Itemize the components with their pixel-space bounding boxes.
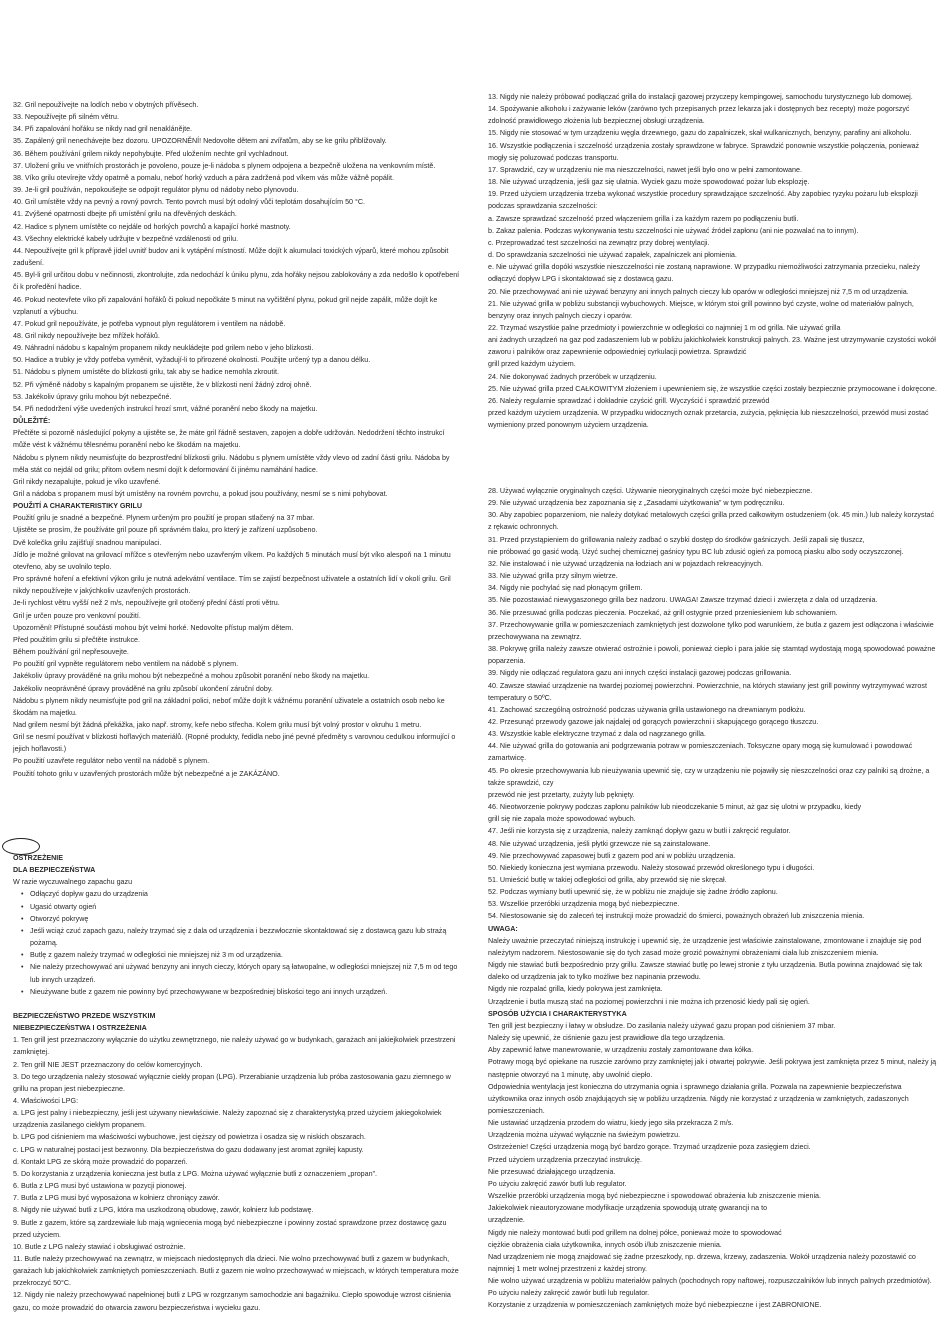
section-heading: BEZPIECZEŃSTWO PRZEDE WSZYSTKIM [13,1011,156,1020]
paragraph: Gril a nádoba s propanem musí být umístěny na rovném povrchu, a pokud jsou používány, nesmí se s nimi pohybovat. [13,490,388,498]
paragraph: 47. Jeśli nie korzysta się z urządzenia, należy zamknąć dopływ gazu w butli i zakręcić regulator. [488,827,791,836]
paragraph: 25. Nie używać grilla przed CAŁKOWITYM złożeniem i upewnieniem się, że wszystkie części zostały bezpiecznie przymocowane i dokręcone. [488,384,937,393]
paragraph: 49. Náhradní nádobu s kapalným propanem nikdy neukládejte pod grilem nebo v jeho blízkosti. [13,344,314,353]
paragraph: 49. Nie przechowywać zapasowej butli z gazem pod ani w pobliżu urządzenia. [488,851,736,860]
paragraph: urządzenie. [488,1216,525,1225]
section-heading: OSTRZEŻENIE [13,854,63,862]
paragraph: Gril nikdy nezapalujte, pokud je víko uzavřené. [13,477,161,486]
paragraph: Odpowiednia wentylacja jest konieczna do utrzymania ognia i sprawnego działania grilla. Pozwala na zapewnienie bezpieczeństwa użytkownika oraz innych osób znajdujących się w pobliżu urządzenia. Nigdy nie korzystać z urządzenia w zamkniętych, zadaszonych pomieszczeniach. [488,1082,909,1115]
paragraph: 54. Při nedodržení výše uvedených instrukcí hrozí smrt, vážné poranění nebo škody na majetku. [13,404,318,413]
paragraph: 44. Nepoužívejte gril k přípravě jídel uvnitř budov ani k vytápění místností. Může dojít k akumulaci toxických výparů, které mohou způsobit zadušení. [13,246,449,268]
paragraph: 50. Niekiedy konieczna jest wymiana przewodu. Należy stosować przewód określonego typu i długości. [488,863,815,872]
paragraph: Urządzenie i butla muszą stać na poziomej powierzchni i nie można ich przenosić kiedy pali się ogień. [488,997,810,1006]
paragraph: e. Nie używać grilla dopóki wszystkie nieszczelności nie zostaną naprawione. W przypadku niemożliwości zatrzymania przecieku, należy odłączyć dopływ LPG i skontaktować się z dostawcą gazu. [488,263,920,284]
paragraph: Nie przesuwać działającego urządzenia. [488,1167,616,1176]
paragraph: 35. Nie pozostawiać niewygaszonego grilla bez nadzoru. UWAGA! Zawsze trzymać dzieci i zwierzęta z dala od urządzenia. [488,596,878,605]
paragraph: 15. Nigdy nie stosować w tym urządzeniu węgla drzewnego, gazu do zapalniczek, skał wulkanicznych, benzyny, parafiny ani alkoholu. [488,129,912,138]
paragraph: Potrawy mogą być opiekane na ruszcie zarówno przy zamkniętej jak i otwartej pokrywie. Jeśli pokrywa jest zamknięta przez 5 minut, należy ją następnie otworzyć na 1 minutę, aby uwolnić ciepło. [488,1058,937,1079]
section-heading: DŮLEŽITÉ: [13,417,51,426]
paragraph: 42. Przesunąć przewody gazowe jak najdalej od gorących powierzchni i skapującego gorącego tłuszczu. [488,717,819,726]
section-heading: NIEBEZPIECZEŃSTWA I OSTRZEŻENIA [13,1024,147,1033]
paragraph: Korzystanie z urządzenia w pomieszczeniach zamkniętych może być niebezpieczne i jest ZABRONIONE. [488,1301,822,1310]
paragraph: 48. Gril nikdy nepoužívejte bez mřížek hořáků. [13,331,160,340]
paragraph: Upozornění! Přístupné součásti mohou být velmi horké. Nedovolte přístup malým dětem. [13,623,294,632]
paragraph: c. Przeprowadzać test szczelności na zewnątrz przy dobrej wentylacji. [488,238,710,247]
paragraph: 9. Butle z gazem, które są zardzewiałe lub mają wgniecenia mogą być niebezpieczne i powinny zostać sprawdzone przez dostawcę gazu przed użyciem. [13,1218,447,1239]
paragraph: 7. Butla z LPG musi być wyposażona w kołnierz chroniący zawór. [13,1194,220,1203]
paragraph: 37. Przechowywanie grilla w pomieszczeniach zamkniętych jest dozwolone tylko pod warunkiem, że butla z gazem jest odłączona i właściwie przechowywana na zewnątrz. [488,620,934,641]
paragraph: Jakékoliv úpravy prováděné na grilu mohou být nebezpečné a mohou způsobit poranění nebo škody na majetku. [13,672,370,681]
paragraph: Ujistěte se prosím, že používáte gril pouze při správném tlaku, pro který je zařízení uzpůsobeno. [13,526,318,535]
paragraph: ani żadnych urządzeń na gaz pod zadaszeniem lub w pobliżu jakichkolwiek konstrukcji palnych. 23. Ważne jest utrzymywanie czystości wokół zaworu i palników oraz zapewnienie odpowiedniej cyrkulacji powietrza. Sprawdzić [488,336,936,357]
paragraph: Gril se nesmí používat v blízkosti hořlavých materiálů. (Ropné produkty, ředidla nebo jiné pevné předměty s varovnou cedulkou informující o jejich hořlavosti.) [13,733,456,754]
paragraph: 26. Należy regularnie sprawdzać i dokładnie czyścić grill. Wyczyścić i sprawdzić przewód [488,396,770,405]
paragraph: 34. Při zapalování hořáku se nikdy nad gril nenaklánějte. [13,125,193,134]
paragraph: 32. Gril nepoužívejte na lodích nebo v obytných přívěsech. [13,101,199,109]
paragraph: 53. Wszelkie przeróbki urządzenia mogą być niebezpieczne. [488,900,680,909]
polish-hazards-column-top [488,91,938,431]
paragraph: Použití tohoto grilu v uzavřených prostorách může být nebezpečné a je ZAKÁZÁNO. [13,769,280,778]
paragraph: 3. Do tego urządzenia należy stosować wyłącznie ciekły propan (LPG). Przerabianie urządzenia lub próba zastosowania gazu ziemnego w grillu na propan jest niebezpieczne. [13,1072,451,1093]
paragraph: 11. Butle należy przechowywać na zewnątrz, w miejscach niedostępnych dla dzieci. Nie wolno przechowywać butli z gazem w budynkach, garażach lub jakichkolwiek zamkniętych pomieszczeniach. Butli z gazem nie wolno przechowywać w miejscach, w których temperatura może przekroczyć 50°C. [13,1255,459,1288]
paragraph: Během používání gril nepřesouvejte. [13,648,129,657]
paragraph: Ostrzeżenie! Części urządzenia mogą być bardzo gorące. Trzymać urządzenie poza zasięgiem dzieci. [488,1143,811,1152]
paragraph: nie próbować go gasić wodą. Użyć suchej chemicznej gaśnicy typu BC lub zdusić ogień za pomocą piasku albo sody oczyszczonej. [488,547,904,556]
czech-safety-column [13,99,463,780]
paragraph: 37. Uložení grilu ve vnitřních prostorách je povoleno, pouze je-li nádoba s plynem odpojena a bezpečně uložena na venkovním místě. [13,161,436,170]
paragraph: 51. Nádobu s plynem umístěte do blízkosti grilu, tak aby se hadice nemohla zkroutit. [13,368,279,377]
paragraph: 46. Pokud neotevřete víko při zapalování hořáků či pokud nepočkáte 5 minut na vyčištění plynu, pokud gril nejde zapálit, může dojít ke vzplanutí a výbuchu. [13,295,438,316]
paragraph: Nigdy nie stawiać butli bezpośrednio przy grillu. Zawsze stawiać butlę po lewej stronie z tyłu urządzenia. Butla powinna znajdować się tak daleko od urządzenia jak to tylko możliwe bez napinania przewodu. [488,961,923,982]
paragraph: 47. Pokud gril nepoužíváte, je potřeba vypnout plyn regulátorem i ventilem na nádobě. [13,319,286,328]
paragraph: 16. Wszystkie podłączenia i szczelność urządzenia zostały sprawdzone w fabryce. Sprawdzić ponownie wszystkie połączenia, ponieważ mogły się poluzować podczas transportu. [488,141,920,162]
paragraph: 42. Hadice s plynem umístěte co nejdále od horkých povrchů a kapající horké mastnoty. [13,222,291,231]
paragraph: 41. Zachować szczególną ostrożność podczas używania grilla ustawionego na drewnianym podłożu. [488,705,806,714]
paragraph: 52. Při výměně nádoby s kapalným propanem se ujistěte, že v blízkosti není žádný zdroj ohně. [13,380,312,389]
paragraph: Po použití uzavřete regulátor nebo ventil na nádobě s plynem. [13,757,210,766]
paragraph: Należy się upewnić, że ciśnienie gazu jest prawidłowe dla tego urządzenia. [488,1034,725,1043]
paragraph: a. LPG jest palny i niebezpieczny, jeśli jest używany niewłaściwie. Należy zapoznać się z charakterystyką przed użyciem jakiegokolwiek urządzenia zasilanego ciekłym propanem. [13,1109,442,1130]
spacer [13,998,463,1010]
paragraph: 43. Wszystkie kable elektryczne trzymać z dala od nagrzanego grilla. [488,730,706,739]
bullet-item: • Butlę z gazem należy trzymać w odległości nie mniejszej niż 3 m od urządzenia. [21,949,463,961]
paragraph: 52. Podczas wymiany butli upewnić się, że w pobliżu nie znajduje się żadne źródło zapłonu. [488,888,778,897]
bullet-item: • Jeśli wciąż czuć zapach gazu, należy trzymać się z dala od urządzenia i bezzwłocznie skontaktować się z dostawcą gazu lub strażą pożarną. [21,925,463,949]
paragraph: 39. Je-li gril používán, nepokoušejte se odpojit regulátor plynu od nádoby nebo plynovodu. [13,186,299,195]
paragraph: Je-li rychlost větru vyšší než 2 m/s, nepoužívejte gril otočený přední částí proti větru. [13,599,280,608]
paragraph: 20. Nie przechowywać ani nie używać benzyny ani innych palnych cieczy lub oparów w odległości mniejszej niż 7,5 m od urządzenia. [488,287,909,296]
bullet-item: • Odłączyć dopływ gazu do urządzenia [21,888,463,900]
paragraph: Aby zapewnić łatwe manewrowanie, w urządzeniu zostały zamontowane dwa kółka. [488,1046,754,1055]
paragraph: 2. Ten grill NIE JEST przeznaczony do celów komercyjnych. [13,1060,203,1069]
paragraph: Jídlo je možné grilovat na grilovací mřížce s otevřeným nebo uzavřeným víkem. Po každých 5 minutách musí být víko alespoň na 1 minutu otevřeno, aby se uvolnilo teplo. [13,550,451,571]
paragraph: 36. Během používání grilem nikdy nepohybujte. Před uložením nechte gril vychladnout. [13,149,289,158]
paragraph: grill się nie zapala może spowodować wybuch. [488,815,636,824]
paragraph: Nad urządzeniem nie mogą znajdować się żadne przeszkody, np. drzewa, krzewy, zadaszenia. Wokół urządzenia należy pozostawić co najmniej 1 metr wolnej przestrzeni z każdej strony. [488,1252,916,1273]
paragraph: 54. Niestosowanie się do zaleceń tej instrukcji może prowadzić do śmierci, poważnych obrażeń lub zniszczenia mienia. [488,912,865,921]
paragraph: grill przed każdym użyciem. [488,360,576,369]
paragraph: 43. Všechny elektrické kabely udržujte v bezpečné vzdálenosti od grilu. [13,234,239,243]
paragraph: 6. Butla z LPG musi być ustawiona w pozycji pionowej. [13,1182,187,1191]
paragraph: 35. Zapálený gril nenechávejte bez dozoru. UPOZORNĚNÍ! Nedovolte dětem ani zvířatům, aby se ke grilu přibližovaly. [13,137,387,146]
paragraph: 40. Gril umístěte vždy na pevný a rovný povrch. Tento povrch musí být odolný vůči teplotám dosahujícím 50 °C. [13,198,365,207]
paragraph: Nie wolno używać urządzenia w pobliżu materiałów palnych (pochodnych ropy naftowej, rozpuszczalników lub innych palnych przedmiotów). [488,1277,932,1286]
paragraph: Před použitím grilu si přečtěte instrukce. [13,635,140,644]
bullet-item: • Nieużywane butle z gazem nie powinny być przechowywane w bezpośredniej bliskości tego ani innych urządzeń. [21,986,463,998]
paragraph: 50. Hadice a trubky je vždy potřeba vyměnit, vyžadují-li to přirozené okolnosti. Použijte určený typ a danou délku. [13,356,371,365]
paragraph: 36. Nie przesuwać grilla podczas pieczenia. Poczekać, aż grill ostygnie przed przeniesieniem lub schowaniem. [488,608,838,617]
paragraph: 33. Nie używać grilla przy silnym wietrze. [488,572,618,581]
paragraph: Použití grilu je snadné a bezpečné. Plynem určeným pro použití je propan stlačený na 37 mbar. [13,514,315,523]
paragraph: d. Do sprawdzania szczelności nie używać zapałek, zapalniczek ani płomienia. [488,251,737,260]
paragraph: 10. Butle z LPG należy stawiać i obsługiwać ostrożnie. [13,1242,186,1251]
paragraph: 38. Pokrywę grilla należy zawsze otwierać ostrożnie i powoli, ponieważ ciepło i para jakie się stamtąd wydostają mogą spowodować poważne poparzenia. [488,645,936,666]
paragraph: 46. Nieotworzenie pokrywy podczas zapłonu palników lub nieodczekanie 5 minut, aż gaz się ulotni w przypadku, kiedy [488,803,862,812]
paragraph: 18. Nie używać urządzenia, jeśli gaz się ulatnia. Wyciek gazu może spowodować pożar lub eksplozję. [488,178,810,187]
paragraph: Nad grilem nesmí být žádná překážka, jako např. stromy, keře nebo střecha. Kolem grilu musí být volný prostor v okruhu 1 metru. [13,720,422,729]
paragraph: Ten grill jest bezpieczny i łatwy w obsłudze. Do zasilania należy używać gazu propan pod ciśnieniem 37 mbar. [488,1021,836,1030]
paragraph: a. Zawsze sprawdzać szczelność przed włączeniem grilla i za każdym razem po podłączeniu butli. [488,214,799,223]
paragraph: 45. Byl-li gril určitou dobu v nečinnosti, zkontrolujte, zda nedochází k úniku plynu, zda hořáky nejsou zablokovány a zda nedošlo k opotřebení či k proředění hadice. [13,271,460,292]
paragraph: 8. Nigdy nie używać butli z LPG, która ma uszkodzoną obudowę, zawór, kołnierz lub podstawę. [13,1206,314,1215]
paragraph: 44. Nie używać grilla do gotowania ani podgrzewania potraw w pomieszczeniach. Toksyczne opary mogą się kumulować i powodować zamartwicę. [488,742,913,763]
section-heading: POUŽITÍ A CHARAKTERISTIKY GRILU [13,502,143,511]
paragraph: Gril je určen pouze pro venkovní použití. [13,611,141,620]
paragraph: 32. Nie instalować i nie używać urządzenia na łodziach ani w pojazdach rekreacyjnych. [488,559,764,568]
paragraph: 17. Sprawdzić, czy w urządzeniu nie ma nieszczelności, nawet jeśli było ono w pełni zamontowane. [488,165,802,174]
paragraph: Přečtěte si pozorně následující pokyny a ujistěte se, že máte gril řádně sestaven, zapojen a dobře udržován. Nedodržení těchto instrukcí může vést k vážnému tělesnému poranění nebo ke škodám na majetku. [13,429,445,450]
polish-warning-column [13,852,463,1314]
paragraph: Nie ustawiać urządzenia przodem do wiatru, kiedy jego siła przekracza 2 m/s. [488,1119,734,1128]
paragraph: 30. Aby zapobiec poparzeniom, nie należy dotykać metalowych części grilla przed całkowitym ostudzeniem (ok. 45 min.) lub należy korzystać z rękawic ochronnych. [488,511,935,532]
paragraph: 51. Umieścić butlę w takiej odległości od grilla, aby przewód się nie skręcał. [488,876,727,884]
paragraph: 1. Ten grill jest przeznaczony wyłącznie do użytku zewnętrznego, nie należy używać go w budynkach, garażach ani jakiejkolwiek przestrzeni zamkniętej. [13,1036,456,1057]
bullet-item: • Nie należy przechowywać ani używać benzyny ani innych cieczy, których opary są łatwopalne, w odległości mniejszej niż 7,5 m od tego lub innych urządzeń. [21,961,463,985]
paragraph: 38. Víko grilu otevírejte vždy opatrně a pomalu, neboť horký vzduch a pára zadržená pod víkem vás může vážně popálit. [13,173,394,182]
paragraph: Pro správné hoření a efektivní výkon grilu je nutná adekvátní ventilace. Tím se zajistí bezpečnost uživatele a ostatních lidí v okolí grilu. Gril nikdy nepoužívejte v jakýchkoliv uzavřených prostorách. [13,575,451,596]
paragraph: 40. Zawsze stawiać urządzenie na twardej poziomej powierzchni. Powierzchnie, na których stawiany jest grill powinny wytrzymywać wzrost temperatury o 50ºC. [488,681,927,702]
paragraph: d. Kontakt LPG ze skórą może prowadzić do poparzeń. [13,1157,188,1166]
paragraph: 13. Nigdy nie należy próbować podłączać grilla do instalacji gazowej przyczepy kempingowej, samochodu turystycznego lub domowej. [488,93,913,101]
paragraph: 12. Nigdy nie należy przechowywać napełnionej butli z LPG w rozgrzanym samochodzie ani bagażniku. Ciepło spowoduje wzrost ciśnienia gazu, co może prowadzić do otwarcia zaworu bezpieczeństwa i wycieku gazu. [13,1291,451,1312]
polish-hazards-column-bottom [488,485,938,1312]
paragraph: Nádobu s plynem nikdy neumisťujte pod gril na základní polici, neboť může dojít k vážnému poranění uživatele a ostatních osob nebo ke škodám na majetku. [13,696,445,717]
paragraph: 39. Nigdy nie odłączać regulatora gazu ani innych części instalacji gazowej podczas grillowania. [488,669,792,678]
section-heading: SPOSÓB UŻYCIA I CHARAKTERYSTYKA [488,1009,627,1018]
paragraph: 4. Właściwości LPG: [13,1096,79,1105]
paragraph: 29. Nie używać urządzenia bez zapoznania się z „Zasadami użytkowania” w tym podręczniku. [488,499,785,508]
paragraph: Przed użyciem urządzenia przeczytać instrukcję. [488,1155,642,1164]
paragraph: 41. Zvýšené opatrnosti dbejte při umístění grilu na dřevěných deskách. [13,210,237,219]
paragraph: 53. Jakékoliv úpravy grilu mohou být nebezpečné. [13,392,172,401]
paragraph: Po użyciu należy zakręcić zawór butli lub regulator. [488,1289,650,1298]
paragraph: W razie wyczuwalnego zapachu gazu [13,878,133,887]
paragraph: Po użyciu zakręcić zawór butli lub regulator. [488,1179,627,1188]
paragraph: 19. Przed użyciem urządzenia trzeba wykonać wszystkie procedury sprawdzające szczelność. Aby zapobiec ryzyku pożaru lub eksplozji podczas sprawdzania szczelności: [488,190,918,211]
paragraph: Nádobu s plynem nikdy neumisťujte do bezprostřední blízkosti grilu. Nádobu s plynem umístěte vždy vlevo od zadní části grilu. Nádoba by měla stát co nejdál od grilu; přitom ovšem nesmí dojít k deformování či jinému namáhání hadice. [13,453,450,474]
bullet-item: • Otworzyć pokrywę [21,913,463,925]
paragraph: Urządzenia można używać wyłącznie na świeżym powietrzu. [488,1131,681,1140]
paragraph: przewód nie jest przetarty, zużyty lub pęknięty. [488,790,635,799]
paragraph: c. LPG w naturalnej postaci jest bezwonny. Dla bezpieczeństwa do gazu dodawany jest aromat zgniłej kapusty. [13,1145,364,1154]
paragraph: Wszelkie przeróbki urządzenia mogą być niebezpieczne i spowodować obrażenia lub zniszczenie mienia. [488,1192,822,1201]
section-heading: DLA BEZPIECZEŃSTWA [13,866,96,875]
paragraph: Należy uważnie przeczytać niniejszą instrukcję i upewnić się, że urządzenie jest właściwie zainstalowane, zmontowane i znajduje się pod należytym nadzorem. Niestosowanie się do tych zasad może grozić poważnymi obrażeniami ciała lub zniszczeniem mienia. [488,936,922,957]
paragraph: 48. Nie używać urządzenia, jeśli płytki grzewcze nie są zainstalowane. [488,839,711,848]
paragraph: 21. Nie używać grilla w pobliżu substancji wybuchowych. Miejsce, w którym stoi grill powinno być czyste, wolne od materiałów palnych, benzyny oraz innych palnych cieczy i oparów. [488,299,914,320]
paragraph: 28. Używać wyłącznie oryginalnych części. Używanie nieoryginalnych części może być niebezpieczne. [488,487,813,495]
paragraph: Po použití gril vypněte regulátorem nebo ventilem na nádobě s plynem. [13,660,239,669]
paragraph: 34. Nigdy nie pochylać się nad płonącym grillem. [488,584,643,593]
paragraph: Nigdy nie rozpalać grilla, kiedy pokrywa jest zamknięta. [488,985,663,994]
paragraph: b. Zakaz palenia. Podczas wykonywania testu szczelności nie używać źródeł zapłonu (ani nie pozwalać na to innym). [488,226,859,235]
paragraph: b. LPG pod ciśnieniem ma właściwości wybuchowe, jest cięższy od powietrza i osadza się w niskich obszarach. [13,1133,366,1142]
paragraph: Nigdy nie należy montować butli pod grillem na dolnej półce, ponieważ może to spowodować [488,1228,782,1237]
section-heading: UWAGA: [488,924,518,933]
paragraph: Dvě kolečka grilu zajišťují snadnou manipulaci. [13,538,162,547]
paragraph: 24. Nie dokonywać żadnych przeróbek w urządzeniu. [488,372,657,381]
paragraph: 14. Spożywanie alkoholu i zażywanie leków (zarówno tych przepisanych przez lekarza jak i dostępnych bez recepty) może pogorszyć zdolność prawidłowego złożenia lub bezpiecznej obsługi urządzenia. [488,105,910,126]
paragraph: 22. Trzymać wszystkie palne przedmioty i powierzchnie w odległości co najmniej 1 m od grilla. Nie używać grilla [488,323,841,332]
paragraph: 33. Nepoužívejte při silném větru. [13,113,119,122]
bullet-list [13,888,463,997]
paragraph: 31. Przed przystąpieniem do grillowania należy zadbać o szybki dostęp do środków gaśniczych. Jeśli zapali się tłuszcz, [488,535,865,544]
bullet-item: • Ugasić otwarty ogień [21,901,463,913]
paragraph: ciężkie obrażenia ciała użytkownika, innych osób i/lub zniszczenie mienia. [488,1240,722,1249]
paragraph: Jakékoliv neoprávněné úpravy prováděné na grilu způsobí ukončení záruční doby. [13,684,273,693]
paragraph: 5. Do korzystania z urządzenia konieczna jest butla z LPG. Można używać wyłącznie butli z oznaczeniem „propan”. [13,1169,377,1178]
paragraph: przed każdym użyciem urządzenia. W przypadku widocznych oznak przetarcia, zużycia, pęknięcia lub nieszczelności, przewód musi zostać wymieniony przed ponownym użyciem urządzenia. [488,409,929,430]
paragraph: Jakiekolwiek nieautoryzowane modyfikacje urządzenia spowodują utratę gwarancji na to [488,1204,768,1213]
paragraph: 45. Po okresie przechowywania lub nieużywania upewnić się, czy w urządzeniu nie pojawiły się nieszczelności oraz czy palniki są drożne, a także sprawdzić, czy [488,766,930,787]
